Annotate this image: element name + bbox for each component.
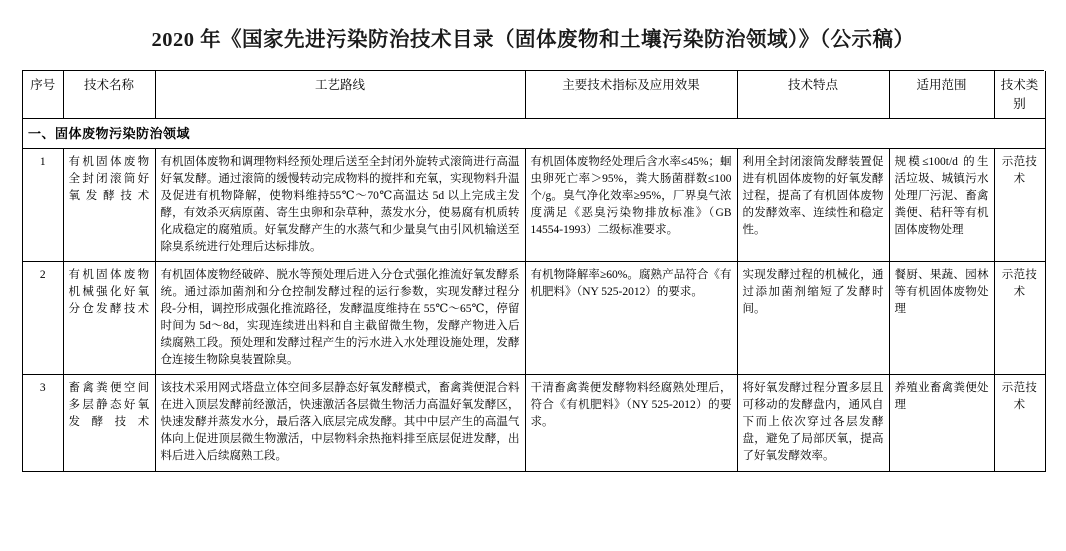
catalog-table [23,71,1046,472]
header-process-route: 工艺路线 [155,71,525,119]
table-row [23,375,1045,471]
row-tech-feature: 实现发酵过程的机械化，通过添加菌剂缩短了发酵时间。 [737,262,889,375]
table-body [23,119,1045,472]
row-tech-type: 示范技术 [994,262,1045,375]
table-header-row [23,71,1045,119]
header-tech-name: 技术名称 [63,71,155,119]
header-scope: 适用范围 [889,71,994,119]
row-process-route: 有机固体废物经破碎、脱水等预处理后进入分仓式强化推流好氧发酵系统。通过添加菌剂和分仓控制发酵过程的运行参数，实现发酵过程分段-分相，调控形成强化推流路径，发酵温度维持在 55℃～65℃，停留时间为 5d～8d，实现连续进出料和自主截留微生物，发酵产物进入后续腐熟工段。预处理和发酵过程产生的污水进入水处理设施处理，发酵仓连接生物除臭装置除臭。 [155,262,525,375]
row-scope: 规模≤100t/d 的生活垃圾、城镇污水处理厂污泥、畜禽粪便、秸秆等有机固体废物处理 [889,149,994,262]
row-tech-type: 示范技术 [994,375,1045,471]
table-row [23,262,1045,375]
header-main-index: 主要技术指标及应用效果 [525,71,737,119]
table-row [23,149,1045,262]
row-no: 2 [23,262,63,375]
row-process-route: 有机固体废物和调理物料经预处理后送至全封闭外旋转式滚筒进行高温好氧发酵。通过滚筒的缓慢转动完成物料的搅拌和充氧，实现物料升温及促进有机物降解，使物料维持55℃～70℃高温达 5d 以上完成主发酵，有效杀灭病原菌、寄生虫卵和杂草种，蒸发水分，使易腐有机质转化成稳定的腐殖质。好氧发酵产生的水蒸气和少量臭气由引风机输送至除臭系统进行处理后达标排放。 [155,149,525,262]
catalog-table-container [22,70,1044,472]
row-tech-type: 示范技术 [994,149,1045,262]
row-scope: 餐厨、果蔬、园林等有机固体废物处理 [889,262,994,375]
row-no: 3 [23,375,63,471]
section-label-solid-waste: 一、固体废物污染防治领域 [23,119,1045,149]
header-tech-type: 技术类别 [994,71,1045,119]
row-tech-name: 畜禽粪便空间多层静态好氧发酵技术 [63,375,155,471]
row-no: 1 [23,149,63,262]
header-no: 序号 [23,71,63,119]
row-main-index: 有机固体废物经处理后含水率≤45%；蛔虫卵死亡率＞95%，粪大肠菌群数≤100 个/g。臭气净化效率≥95%，厂界臭气浓度满足《恶臭污染物排放标准》（GB 14554-1993）二级标准要求。 [525,149,737,262]
page-title: 2020 年《国家先进污染防治技术目录（固体废物和土壤污染防治领域）》（公示稿） [151,29,915,51]
row-tech-name: 有机固体废物机械强化好氧分仓发酵技术 [63,262,155,375]
row-main-index: 干清畜禽粪便发酵物料经腐熟处理后，符合《有机肥料》（NY 525-2012）的要求。 [525,375,737,471]
row-main-index: 有机物降解率≥60%。腐熟产品符合《有机肥料》（NY 525-2012）的要求。 [525,262,737,375]
row-tech-name: 有机固体废物全封闭滚筒好氧发酵技术 [63,149,155,262]
header-tech-feature: 技术特点 [737,71,889,119]
table-header [23,71,1045,119]
row-tech-feature: 将好氧发酵过程分置多层且可移动的发酵盘内，通风自下而上依次穿过各层发酵盘，避免了局部厌氧，提高了好氧发酵效率。 [737,375,889,471]
section-header-row [23,119,1045,149]
row-process-route: 该技术采用网式塔盘立体空间多层静态好氧发酵模式，畜禽粪便混合料在进入顶层发酵前经激活，快速激活各层微生物活力高温好氧发酵区，快速发酵并蒸发水分，最后落入底层完成发酵。其中中层产生的高温气体向上促进顶层微生物激活，中层物料余热拖料排至底层促进发酵，出料后进入后续腐熟工段。 [155,375,525,471]
row-scope: 养殖业畜禽粪便处理 [889,375,994,471]
row-tech-feature: 利用全封闭滚筒发酵装置促进有机固体废物的好氧发酵过程，提高了有机固体废物的发酵效率、连续性和稳定性。 [737,149,889,262]
